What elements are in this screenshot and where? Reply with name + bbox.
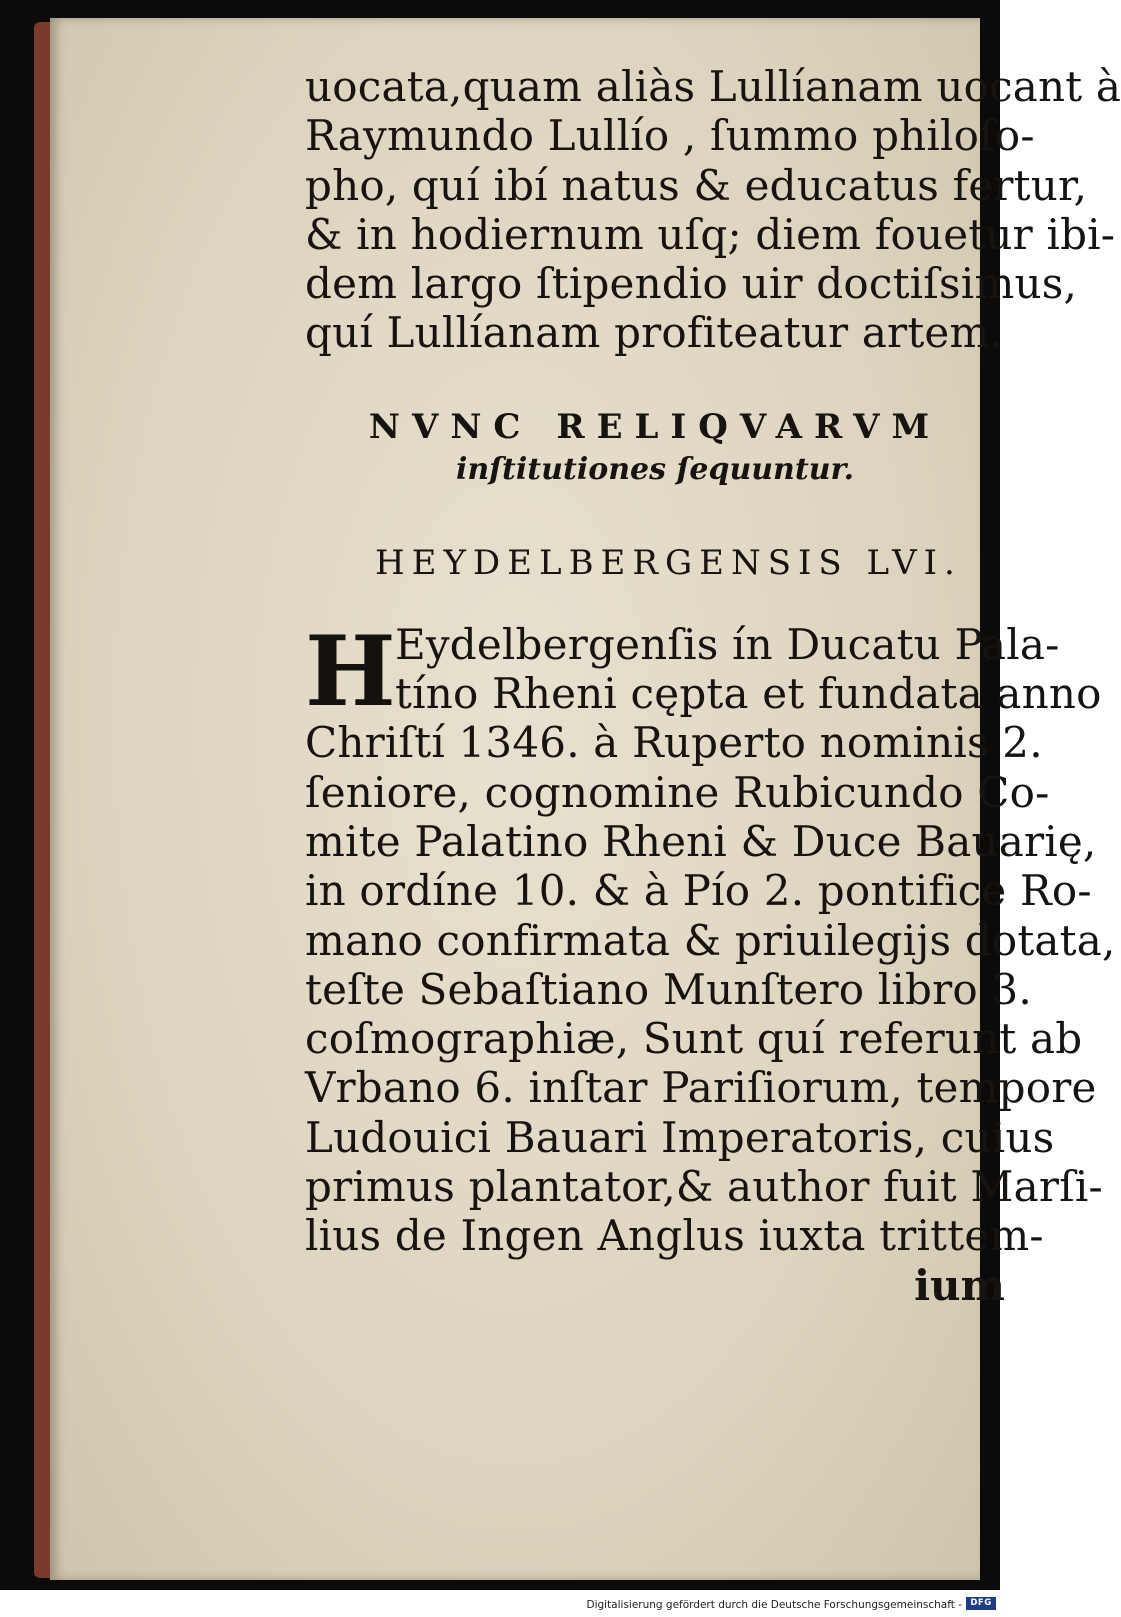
text-line: Raymundo Lullío , ſummo philoſo- bbox=[305, 111, 1035, 161]
text-block bbox=[305, 62, 1121, 1311]
text-line: Eydelbergenſis ín Ducatu Pala- bbox=[395, 619, 1060, 669]
paragraph-heidelberg bbox=[305, 614, 1116, 1261]
text-line: in ordíne 10. & à Pío 2. pontifice Ro- bbox=[305, 866, 1092, 916]
text-line: mano confirmata & priuilegijs dotata, bbox=[305, 915, 1116, 965]
book-page bbox=[50, 18, 1121, 1580]
text-line: teſte Sebaſtiano Munſtero libro 3. bbox=[305, 964, 1032, 1014]
text-line: Chriſtí 1346. à Ruperto nominis 2. bbox=[305, 718, 1043, 768]
text-line: dem largo ſtipendio uir doctiſsimus, bbox=[305, 259, 1078, 309]
section-subheading: inſtitutiones ſequuntur. bbox=[455, 451, 855, 487]
text-line: lius de Ingen Anglus iuxta trittem- bbox=[305, 1211, 1044, 1261]
text-line: coſmographiæ, Sunt quí referunt ab bbox=[305, 1014, 1083, 1064]
text-line: primus plantator,& author fuit Marſi- bbox=[305, 1162, 1103, 1212]
university-heading: HEYDELBERGENSIS LVI. bbox=[375, 542, 962, 583]
catchword: ium bbox=[914, 1260, 1005, 1310]
dfg-logo: DFG bbox=[966, 1597, 996, 1610]
text-line: pho, quí ibí natus & educatus fertur, bbox=[305, 160, 1088, 210]
text-line: Ludouici Bauari Imperatoris, cuius bbox=[305, 1112, 1055, 1162]
text-line: ſeniore, cognomine Rubicundo Co- bbox=[305, 767, 1050, 817]
text-line: mite Palatino Rheni & Duce Bauarię, bbox=[305, 816, 1097, 866]
funding-notice: Digitalisierung gefördert durch die Deutsche Forschungsgemeinschaft - bbox=[586, 1599, 962, 1611]
text-line: Vrbano 6. inſtar Pariſiorum, tempore bbox=[305, 1063, 1097, 1113]
drop-cap: H bbox=[305, 614, 396, 728]
digitization-footer bbox=[0, 1590, 1000, 1617]
text-line: uocata,quam aliàs Lullíanam uocant à bbox=[305, 62, 1121, 111]
text-line: & in hodiernum uſq; diem fouetur ibi- bbox=[305, 209, 1116, 259]
text-line: quí Lullíanam profiteatur artem. bbox=[305, 308, 1004, 358]
text-line: tíno Rheni cępta et fundata anno bbox=[395, 669, 1102, 719]
section-heading: NVNC RELIQVARVM bbox=[368, 406, 942, 447]
paragraph-lullian-university bbox=[305, 62, 1121, 358]
